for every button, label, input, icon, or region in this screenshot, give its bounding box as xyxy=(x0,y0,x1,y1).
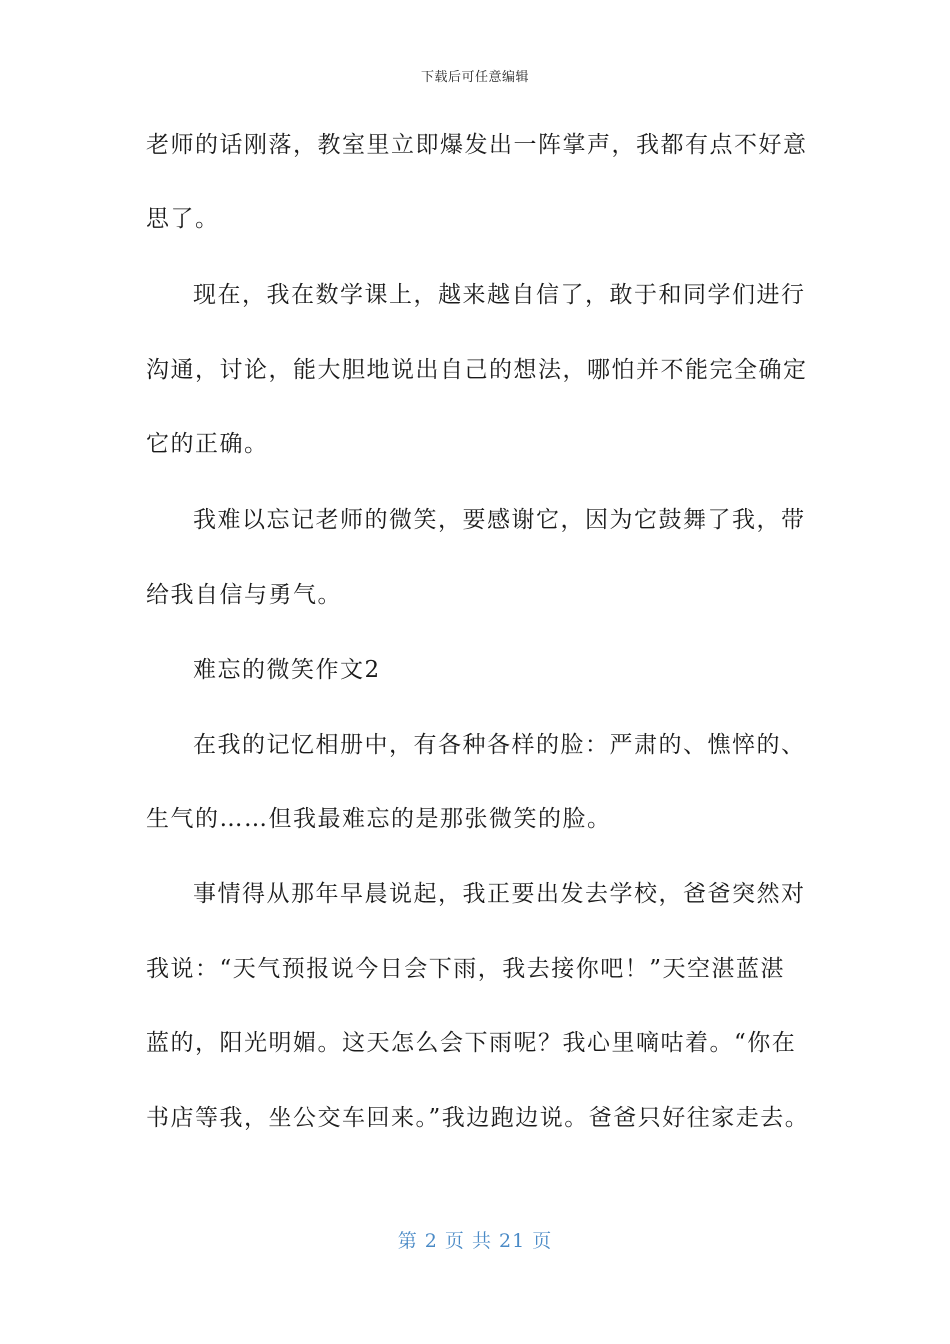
text-line: 老师的话刚落，教室里立即爆发出一阵掌声，我都有点不好意 xyxy=(146,132,808,158)
text-line: 在我的记忆相册中，有各种各样的脸：严肃的、憔悴的、 xyxy=(193,732,806,758)
text-line: 思了。 xyxy=(146,206,220,232)
text-line: 蓝的，阳光明媚。这天怎么会下雨呢？我心里嘀咕着。“你在 xyxy=(146,1030,797,1056)
page-header: 下载后可任意编辑 xyxy=(420,70,529,85)
page-number-footer: 第 2 页 共 21 页 xyxy=(397,1230,553,1252)
text-line: 给我自信与勇气。 xyxy=(146,582,342,608)
text-line: 它的正确。 xyxy=(146,431,269,457)
text-line: 书店等我，坐公交车回来。”我边跑边说。爸爸只好往家走去。 xyxy=(146,1105,810,1131)
text-line: 我说：“天气预报说今日会下雨，我去接你吧！”天空湛蓝湛 xyxy=(146,956,786,982)
section-heading: 难忘的微笑作文2 xyxy=(193,657,381,683)
text-line: 事情得从那年早晨说起，我正要出发去学校，爸爸突然对 xyxy=(193,881,806,907)
text-line: 我难以忘记老师的微笑，要感谢它，因为它鼓舞了我，带 xyxy=(193,507,806,533)
text-line: 沟通，讨论，能大胆地说出自己的想法，哪怕并不能完全确定 xyxy=(146,357,808,383)
text-line: 生气的……但我最难忘的是那张微笑的脸。 xyxy=(146,806,612,832)
text-line: 现在，我在数学课上，越来越自信了，敢于和同学们进行 xyxy=(193,282,806,308)
